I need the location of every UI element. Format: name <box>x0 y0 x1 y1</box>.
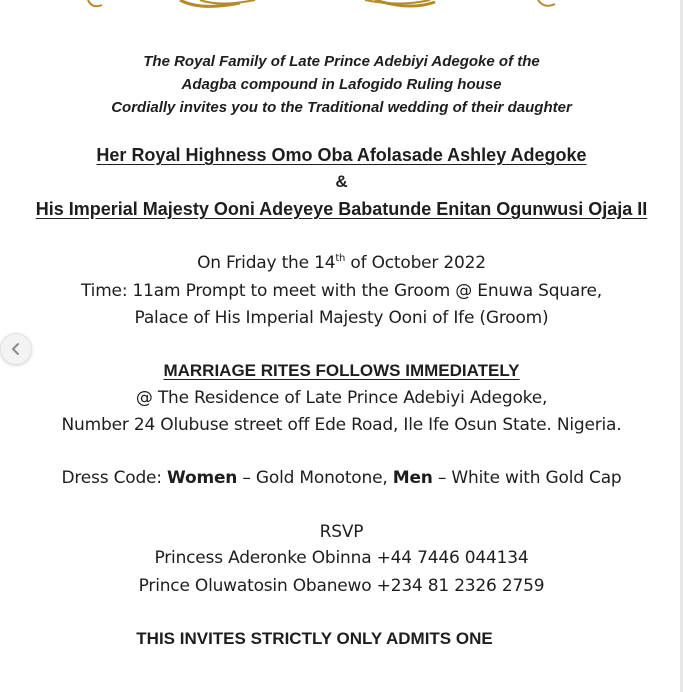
date-rest: of October 2022 <box>345 253 486 273</box>
ornament-left-icon <box>80 0 260 14</box>
event-palace: Palace of His Imperial Majesty Ooni of Ife (Groom) <box>134 308 549 328</box>
date-suffix: th <box>335 253 346 264</box>
rsvp-title: RSVP <box>319 522 364 542</box>
rsvp-contact: Prince Oluwatosin Obanewo +234 81 2326 2759 <box>138 576 545 596</box>
rites-residence: @ The Residence of Late Prince Adebiyi Adegoke, <box>135 388 548 408</box>
dress-code-women-value: – Gold Monotone, <box>237 468 393 488</box>
dress-code-men-value: – White with Gold Cap <box>432 468 622 488</box>
ampersand: & <box>335 172 348 191</box>
rites-address: Number 24 Olubuse street off Ede Road, Ile Ife Osun State. Nigeria. <box>61 415 622 435</box>
bride-name: Her Royal Highness Omo Oba Afolasade Ashley Adegoke <box>96 145 587 165</box>
previous-button[interactable] <box>0 333 32 365</box>
rites-heading: MARRIAGE RITES FOLLOWS IMMEDIATELY <box>163 361 520 380</box>
ornament-right-icon <box>360 0 560 14</box>
dress-code-men-label: Men <box>392 468 433 488</box>
rsvp-contact: Princess Aderonke Obinna +44 7446 044134 <box>154 548 529 568</box>
admission-note: THIS INVITES STRICTLY ONLY ADMITS ONE <box>136 629 493 648</box>
event-date <box>0 253 683 273</box>
dress-code <box>0 468 683 488</box>
intro-line-3: Cordially invites you to the Traditional wedding of their daughter <box>111 99 572 116</box>
chevron-left-icon <box>9 342 23 356</box>
intro-line-2: Adagba compound in Lafogido Ruling house <box>181 76 502 93</box>
intro-line-1: The Royal Family of Late Prince Adebiyi Adegoke of the <box>143 53 540 70</box>
dress-code-label: Dress Code: <box>61 468 168 488</box>
event-time: Time: 11am Prompt to meet with the Groom @ Enuwa Square, <box>81 281 602 301</box>
groom-name: His Imperial Majesty Ooni Adeyeye Babatunde Enitan Ogunwusi Ojaja II <box>35 199 648 219</box>
dress-code-women-label: Women <box>167 468 238 488</box>
date-prefix: On Friday the 14 <box>197 253 336 273</box>
